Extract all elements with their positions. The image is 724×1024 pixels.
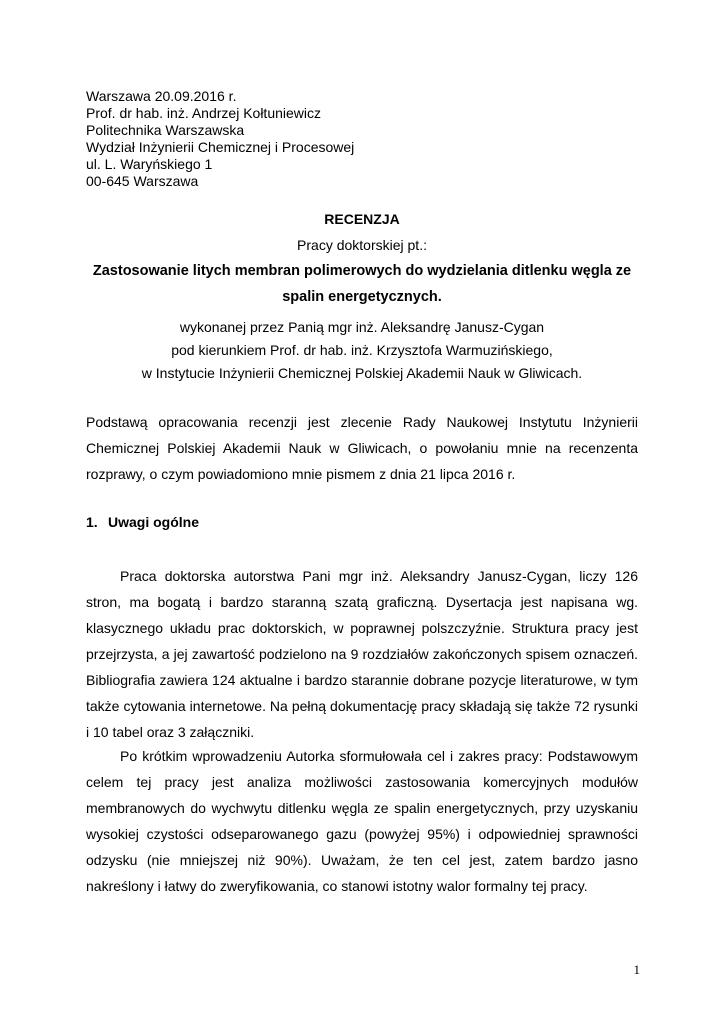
institution: Politechnika Warszawska — [86, 122, 245, 138]
faculty: Wydział Inżynierii Chemicznej i Procesowej — [86, 139, 355, 155]
body-paragraph: Po krótkim wprowadzeniu Autorka sformułowała cel i zakres pracy: Podstawowym celem tej pracy jest analiza możliwości zastosowania komercyjnych modułów membranowych do wychwytu ditlenku węgla ze spalin energetycznych, przy uzyskaniu wysokiej czystości odseparowanego gazu (powyżej 95%) i odpowiedniej sprawności odzysku (nie mniejszej niż 90%). Uważam, że ten cel jest, zatem bardzo jasno nakreślony i łatwy do zweryfikowania, co stanowi istotny walor formalny tej pracy. — [86, 748, 638, 894]
institute-credit: w Instytucie Inżynierii Chemicznej Polskiej Akademii Nauk w Gliwicach. — [141, 365, 583, 381]
postal-city: 00-645 Warszawa — [86, 173, 199, 189]
thesis-credits — [86, 316, 638, 385]
thesis-title: Zastosowanie litych membran polimerowych do wydzielania ditlenku węgla ze spalin energetycznych. — [92, 263, 632, 305]
date-line: Warszawa 20.09.2016 r. — [86, 88, 237, 104]
author-credit: wykonanej przez Panią mgr inż. Aleksandrę Janusz-Cygan — [179, 319, 545, 335]
body-paragraph: Praca doktorska autorstwa Pani mgr inż. Aleksandry Janusz-Cygan, liczy 126 stron, ma bogatą i bardzo staranną szatą graficzną. Dysertacja jest napisana wg. klasycznego układu prac doktorskich, w poprawnej polszczyźnie. Struktura pracy jest przejrzysta, a jej zawartość podzielono na 9 rozdziałów zakończonych spisem oznaczeń. Bibliografia zawiera 124 aktualne i bardzo starannie dobrane pozycje literaturowe, w tym także cytowania internetowe. Na pełną dokumentację pracy składają się także 72 rysunki i 10 tabel oraz 3 załączniki. — [86, 568, 638, 740]
section-heading — [86, 512, 199, 532]
section-number: 1. — [86, 514, 98, 530]
page-number: 1 — [633, 962, 640, 977]
sender-address-block — [86, 88, 646, 190]
document-heading: RECENZJA — [324, 211, 400, 227]
street-address: ul. L. Waryńskiego 1 — [86, 156, 213, 172]
intro-paragraph: Podstawą opracowania recenzji jest zlecenie Rady Naukowej Instytutu Inżynierii Chemicznej Polskiej Akademii Nauk w Gliwicach, o powołaniu mnie na recenzenta rozprawy, o czym powiadomiono mnie pismem z dnia 21 lipca 2016 r. — [86, 414, 638, 482]
supervisor-credit: pod kierunkiem Prof. dr hab. inż. Krzysztofa Warmuzińskiego, — [171, 342, 553, 358]
section-title: Uwagi ogólne — [108, 514, 199, 530]
document-subheading: Pracy doktorskiej pt.: — [297, 237, 427, 253]
reviewer-name: Prof. dr hab. inż. Andrzej Kołtuniewicz — [86, 105, 322, 121]
